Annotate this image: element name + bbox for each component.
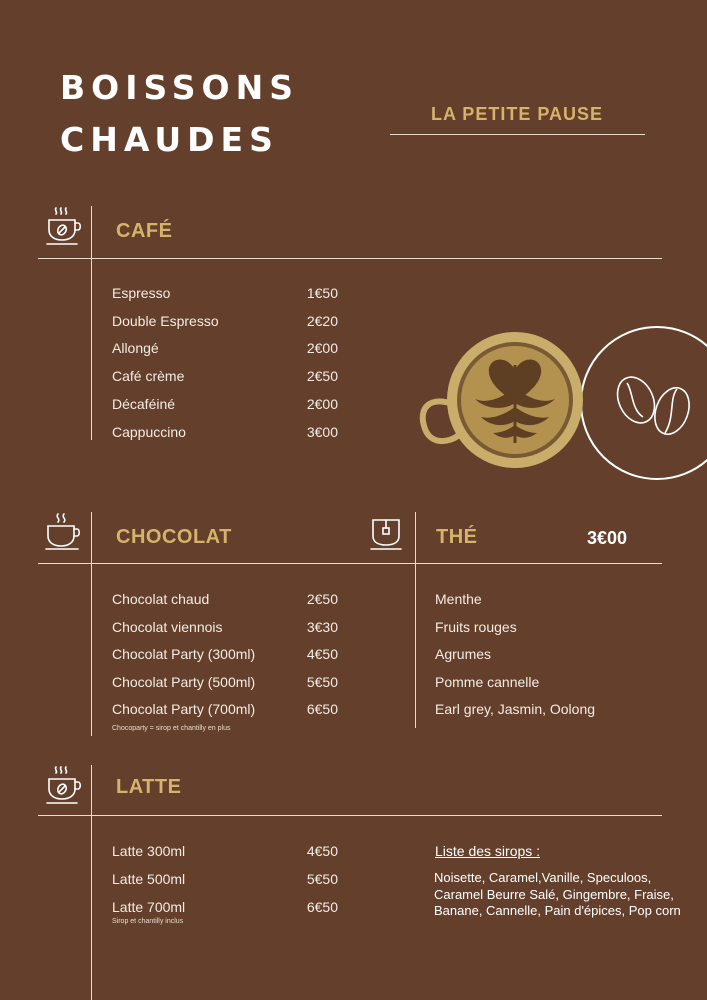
menu-item-name: Double Espresso <box>112 313 219 329</box>
menu-item-name: Latte 700ml <box>112 899 186 915</box>
menu-item-name: Chocolat Party (500ml) <box>112 674 256 690</box>
coffee-cup-icon <box>44 206 84 248</box>
latte-cup-icon <box>44 765 84 807</box>
menu-item-price: 5€50 <box>306 871 338 887</box>
vertical-divider-latte <box>91 765 92 1000</box>
sirops-title: Liste des sirops : <box>435 843 541 859</box>
menu-item-price: 2€50 <box>306 368 338 384</box>
menu-item-name: Latte 300ml <box>112 843 186 859</box>
hot-chocolate-icon <box>44 512 84 552</box>
menu-item-price: 2€00 <box>306 396 338 412</box>
latte-note: Sirop et chantilly inclus <box>112 918 184 925</box>
tea-item: Agrumes <box>435 646 492 662</box>
menu-item-name: Café crème <box>112 368 185 384</box>
section-title-the: THÉ <box>436 526 478 548</box>
title-line-1: BOISSONS <box>60 68 299 107</box>
menu-item-name: Chocolat chaud <box>112 591 210 607</box>
menu-item-price: 2€50 <box>306 591 338 607</box>
divider-chocolat <box>38 563 662 564</box>
menu-item-name: Décaféiné <box>112 396 176 412</box>
chocolat-note: Chocoparty = sirop et chantilly en plus <box>112 725 231 732</box>
divider-cafe <box>38 258 662 259</box>
menu-item-name: Cappuccino <box>112 424 186 440</box>
menu-item-name: Espresso <box>112 285 171 301</box>
menu-item-name: Chocolat Party (700ml) <box>112 701 256 717</box>
menu-item-name: Allongé <box>112 340 159 356</box>
menu-item-price: 3€00 <box>306 424 338 440</box>
menu-item-price: 3€30 <box>306 619 338 635</box>
menu-item-price: 2€00 <box>306 340 338 356</box>
title-line-2: CHAUDES <box>60 120 279 159</box>
latte-art-illustration <box>415 325 707 490</box>
section-title-chocolat: CHOCOLAT <box>116 526 232 548</box>
menu-item-price: 6€50 <box>306 899 338 915</box>
menu-item-name: Chocolat Party (300ml) <box>112 646 256 662</box>
vertical-divider-the <box>415 512 416 728</box>
tea-item: Pomme cannelle <box>435 674 540 690</box>
tea-item: Menthe <box>435 591 482 607</box>
menu-item-price: 5€50 <box>306 674 338 690</box>
section-title-latte: LATTE <box>116 776 182 798</box>
menu-item-price: 6€50 <box>306 701 338 717</box>
sirops-list: Noisette, Caramel,Vanille, Speculoos, Caramel Beurre Salé, Gingembre, Fraise, Banane, Cannelle, Pain d'épices, Pop corn <box>434 870 681 918</box>
brand-underline <box>390 134 645 135</box>
vertical-divider-chocolat <box>91 512 92 736</box>
menu-item-price: 4€50 <box>306 843 338 859</box>
tea-cup-icon <box>370 514 404 552</box>
menu-item-name: Chocolat viennois <box>112 619 223 635</box>
tea-item: Fruits rouges <box>435 619 517 635</box>
menu-item-name: Latte 500ml <box>112 871 186 887</box>
brand-name: LA PETITE PAUSE <box>430 104 604 124</box>
section-title-cafe: CAFÉ <box>116 220 173 242</box>
vertical-divider-cafe <box>91 206 92 440</box>
the-price: 3€00 <box>587 528 628 548</box>
page-title <box>60 62 299 166</box>
tea-item: Earl grey, Jasmin, Oolong <box>435 701 596 717</box>
menu-item-price: 1€50 <box>306 285 338 301</box>
menu-item-price: 2€20 <box>306 313 338 329</box>
divider-latte <box>38 815 662 816</box>
menu-item-price: 4€50 <box>306 646 338 662</box>
